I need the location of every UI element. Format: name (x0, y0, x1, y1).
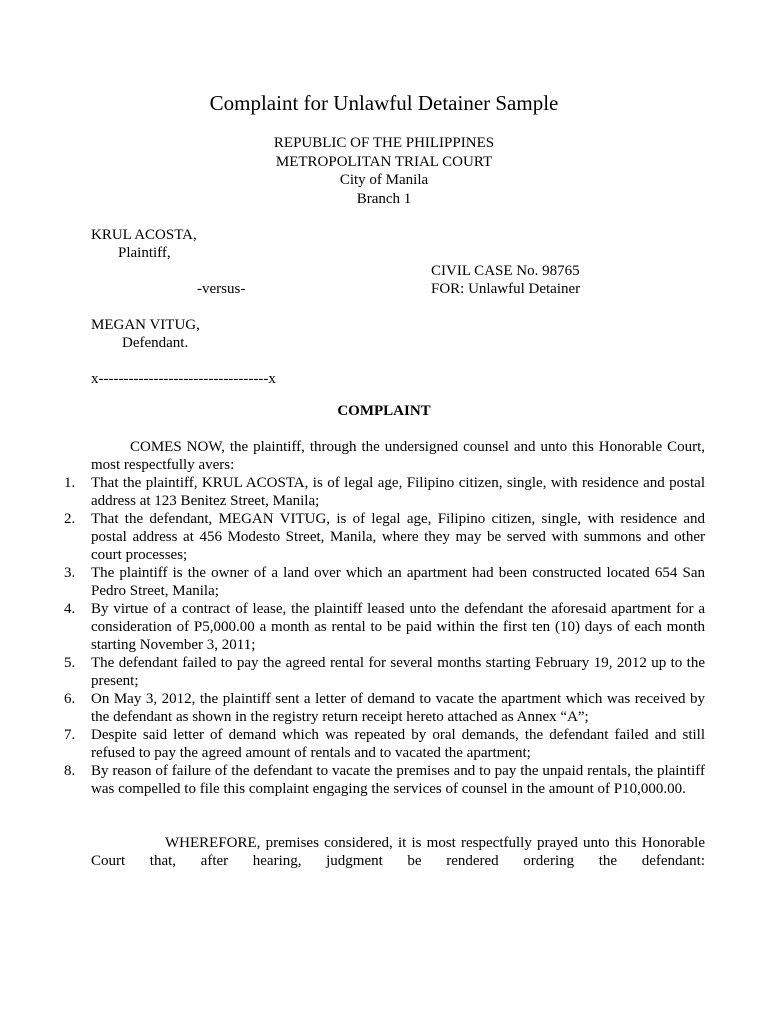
defendant-name: MEGAN VITUG, (91, 317, 200, 333)
allegation-number: 5. (64, 655, 76, 671)
allegation-text: That the plaintiff, KRUL ACOSTA, is of legal age, Filipino citizen, single, with residence and postal address at 123 Benitez Street, Manila; (91, 475, 705, 509)
complaint-heading: COMPLAINT (337, 403, 431, 419)
intro-paragraph: COMES NOW, the plaintiff, through the undersigned counsel and unto this Honorable Court, most respectfully avers: (91, 439, 705, 473)
list-item (64, 654, 705, 690)
allegation-number: 7. (64, 727, 76, 743)
allegation-number: 2. (64, 511, 76, 527)
list-item (64, 474, 705, 510)
allegations-list (64, 474, 705, 798)
court-header-republic: REPUBLIC OF THE PHILIPPINES (273, 135, 495, 151)
allegation-text: The defendant failed to pay the agreed rental for several months starting February 19, 2012 up to the present; (91, 655, 705, 689)
list-item (64, 564, 705, 600)
plaintiff-role: Plaintiff, (118, 245, 171, 261)
plaintiff-name: KRUL ACOSTA, (91, 227, 197, 243)
allegation-text: Despite said letter of demand which was repeated by oral demands, the defendant failed and still refused to pay the agreed amount of rentals and to vacated the apartment; (91, 727, 705, 761)
allegation-text: By reason of failure of the defendant to vacate the premises and to pay the unpaid rentals, the plaintiff was compelled to file this complaint engaging the services of counsel in the amount of P10,000.00. (91, 763, 705, 797)
allegation-text: By virtue of a contract of lease, the plaintiff leased unto the defendant the aforesaid apartment for a consideration of P5,000.00 a month as rental to be paid within the first ten (10) days of each month starting November 3, 2011; (91, 601, 705, 653)
caption-separator: x----------------------------------x (91, 371, 276, 387)
court-header-branch: Branch 1 (356, 190, 412, 207)
allegation-number: 3. (64, 565, 76, 581)
defendant-role: Defendant. (122, 335, 189, 351)
case-number: CIVIL CASE No. 98765 (431, 263, 580, 279)
list-item (64, 762, 705, 798)
court-header-city: City of Manila (339, 172, 429, 188)
versus-label: -versus- (197, 281, 246, 297)
allegation-text: The plaintiff is the owner of a land over which an apartment had been constructed located 654 San Pedro Street, Manila; (91, 565, 705, 599)
allegation-number: 6. (64, 691, 76, 707)
allegation-number: 8. (64, 763, 76, 779)
allegation-text: That the defendant, MEGAN VITUG, is of legal age, Filipino citizen, single, with residence and postal address at 456 Modesto Street, Manila, where they may be served with summons and other court processes; (91, 511, 705, 563)
list-item (64, 690, 705, 726)
allegation-number: 1. (64, 475, 76, 491)
document-title: Complaint for Unlawful Detainer Sample (209, 91, 559, 115)
list-item (64, 726, 705, 762)
allegation-number: 4. (64, 601, 76, 617)
prayer-paragraph: WHEREFORE, premises considered, it is most respectfully prayed unto this Honorable Court that, after hearing, judgment be rendered ordering the defendant: (91, 835, 705, 869)
court-header-court: METROPOLITAN TRIAL COURT (275, 153, 493, 170)
list-item (64, 510, 705, 564)
list-item (64, 600, 705, 654)
court-header (0, 134, 768, 208)
case-nature: FOR: Unlawful Detainer (431, 281, 581, 297)
allegation-text: On May 3, 2012, the plaintiff sent a letter of demand to vacate the apartment which was received by the defendant as shown in the registry return receipt hereto attached as Annex “A”; (91, 691, 705, 725)
